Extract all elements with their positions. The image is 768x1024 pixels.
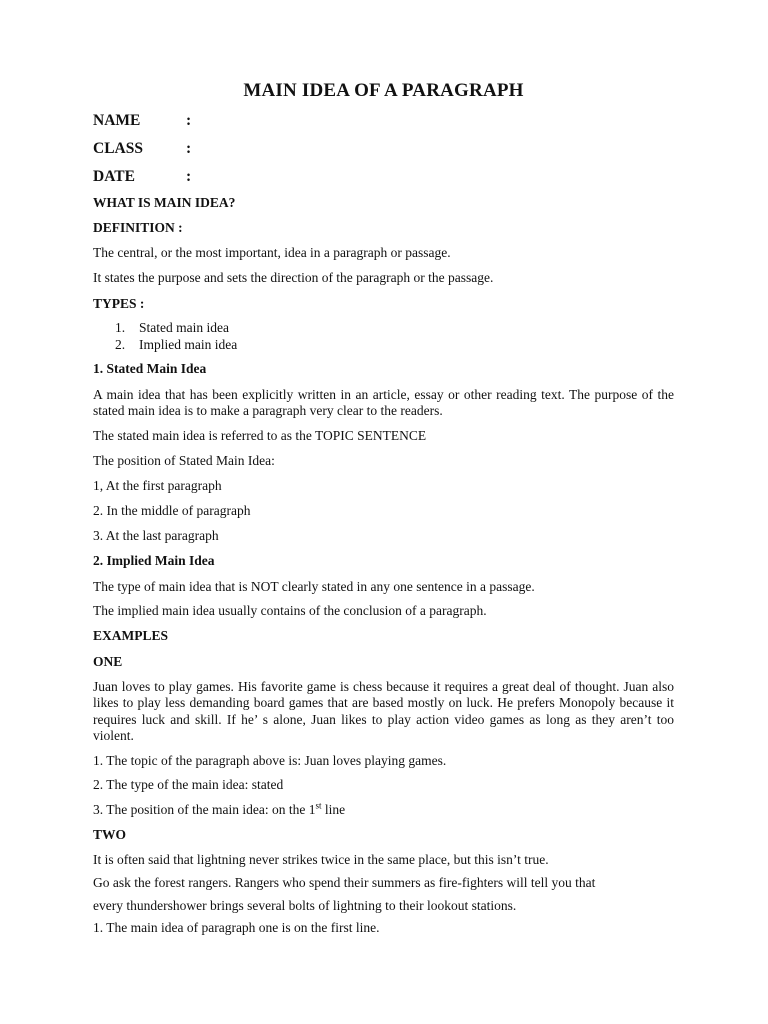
types-list-item bbox=[115, 320, 229, 336]
types-list-item bbox=[115, 337, 237, 353]
stated-paragraph: A main idea that has been explicitly written in an article, essay or other reading text. The purpose of the stated main idea is to make a paragraph very clear to the readers. bbox=[93, 387, 674, 419]
example-one-paragraph: Juan loves to play games. His favorite game is chess because it requires a great deal of thought. Juan also likes to play less demanding board games that are based mostly on luck. He prefers Monopoly because it requires luck and skill. If he’ s alone, Juan likes to play action video games as long as they aren’t too violent. bbox=[93, 679, 674, 743]
definition-heading: DEFINITION : bbox=[93, 220, 183, 235]
list-text: Stated main idea bbox=[139, 320, 229, 335]
class-colon: : bbox=[186, 140, 192, 157]
implied-heading: 2. Implied Main Idea bbox=[93, 553, 215, 568]
example-two-heading: TWO bbox=[93, 827, 127, 842]
class-label: CLASS bbox=[93, 140, 143, 157]
name-field bbox=[93, 112, 192, 130]
example-one-answer: 1. The topic of the paragraph above is: Juan loves playing games. bbox=[93, 753, 447, 768]
types-heading: TYPES : bbox=[93, 296, 145, 311]
example-two-line: Go ask the forest rangers. Rangers who spend their summers as fire-fighters will tell you that bbox=[93, 875, 596, 890]
example-two-line: It is often said that lightning never strikes twice in the same place, but this isn’t true. bbox=[93, 852, 549, 867]
what-is-heading: WHAT IS MAIN IDEA? bbox=[93, 195, 236, 210]
definition-line: It states the purpose and sets the direction of the paragraph or the passage. bbox=[93, 270, 494, 285]
position-item: 1, At the first paragraph bbox=[93, 478, 222, 493]
example-two-line: every thundershower brings several bolts of lightning to their lookout stations. bbox=[93, 898, 517, 913]
example-two-line: 1. The main idea of paragraph one is on the first line. bbox=[93, 920, 380, 935]
name-label: NAME bbox=[93, 112, 141, 129]
position-intro: The position of Stated Main Idea: bbox=[93, 453, 275, 468]
ordinal-suffix: st bbox=[315, 800, 322, 811]
implied-line: The type of main idea that is NOT clearly stated in any one sentence in a passage. bbox=[93, 579, 535, 594]
example-one-answer: 2. The type of the main idea: stated bbox=[93, 777, 284, 792]
position-item: 3. At the last paragraph bbox=[93, 528, 219, 543]
date-label: DATE bbox=[93, 168, 135, 185]
answer-text: line bbox=[321, 802, 346, 817]
implied-line: The implied main idea usually contains of the conclusion of a paragraph. bbox=[93, 603, 487, 618]
list-text: Implied main idea bbox=[139, 337, 238, 352]
list-number: 2. bbox=[115, 337, 126, 352]
document-title: MAIN IDEA OF A PARAGRAPH bbox=[243, 80, 524, 101]
definition-line: The central, or the most important, idea in a paragraph or passage. bbox=[93, 245, 451, 260]
answer-text: 3. The position of the main idea: on the 1 bbox=[93, 802, 316, 817]
position-item: 2. In the middle of paragraph bbox=[93, 503, 251, 518]
date-colon: : bbox=[186, 168, 192, 185]
list-number: 1. bbox=[115, 320, 126, 335]
example-one-answer bbox=[93, 802, 345, 818]
date-field bbox=[93, 168, 192, 186]
document-page bbox=[93, 0, 674, 1024]
example-one-heading: ONE bbox=[93, 654, 123, 669]
name-colon: : bbox=[186, 112, 192, 129]
stated-heading: 1. Stated Main Idea bbox=[93, 361, 207, 376]
class-field bbox=[93, 140, 192, 158]
topic-sentence-line: The stated main idea is referred to as the TOPIC SENTENCE bbox=[93, 428, 427, 443]
examples-heading: EXAMPLES bbox=[93, 628, 169, 643]
